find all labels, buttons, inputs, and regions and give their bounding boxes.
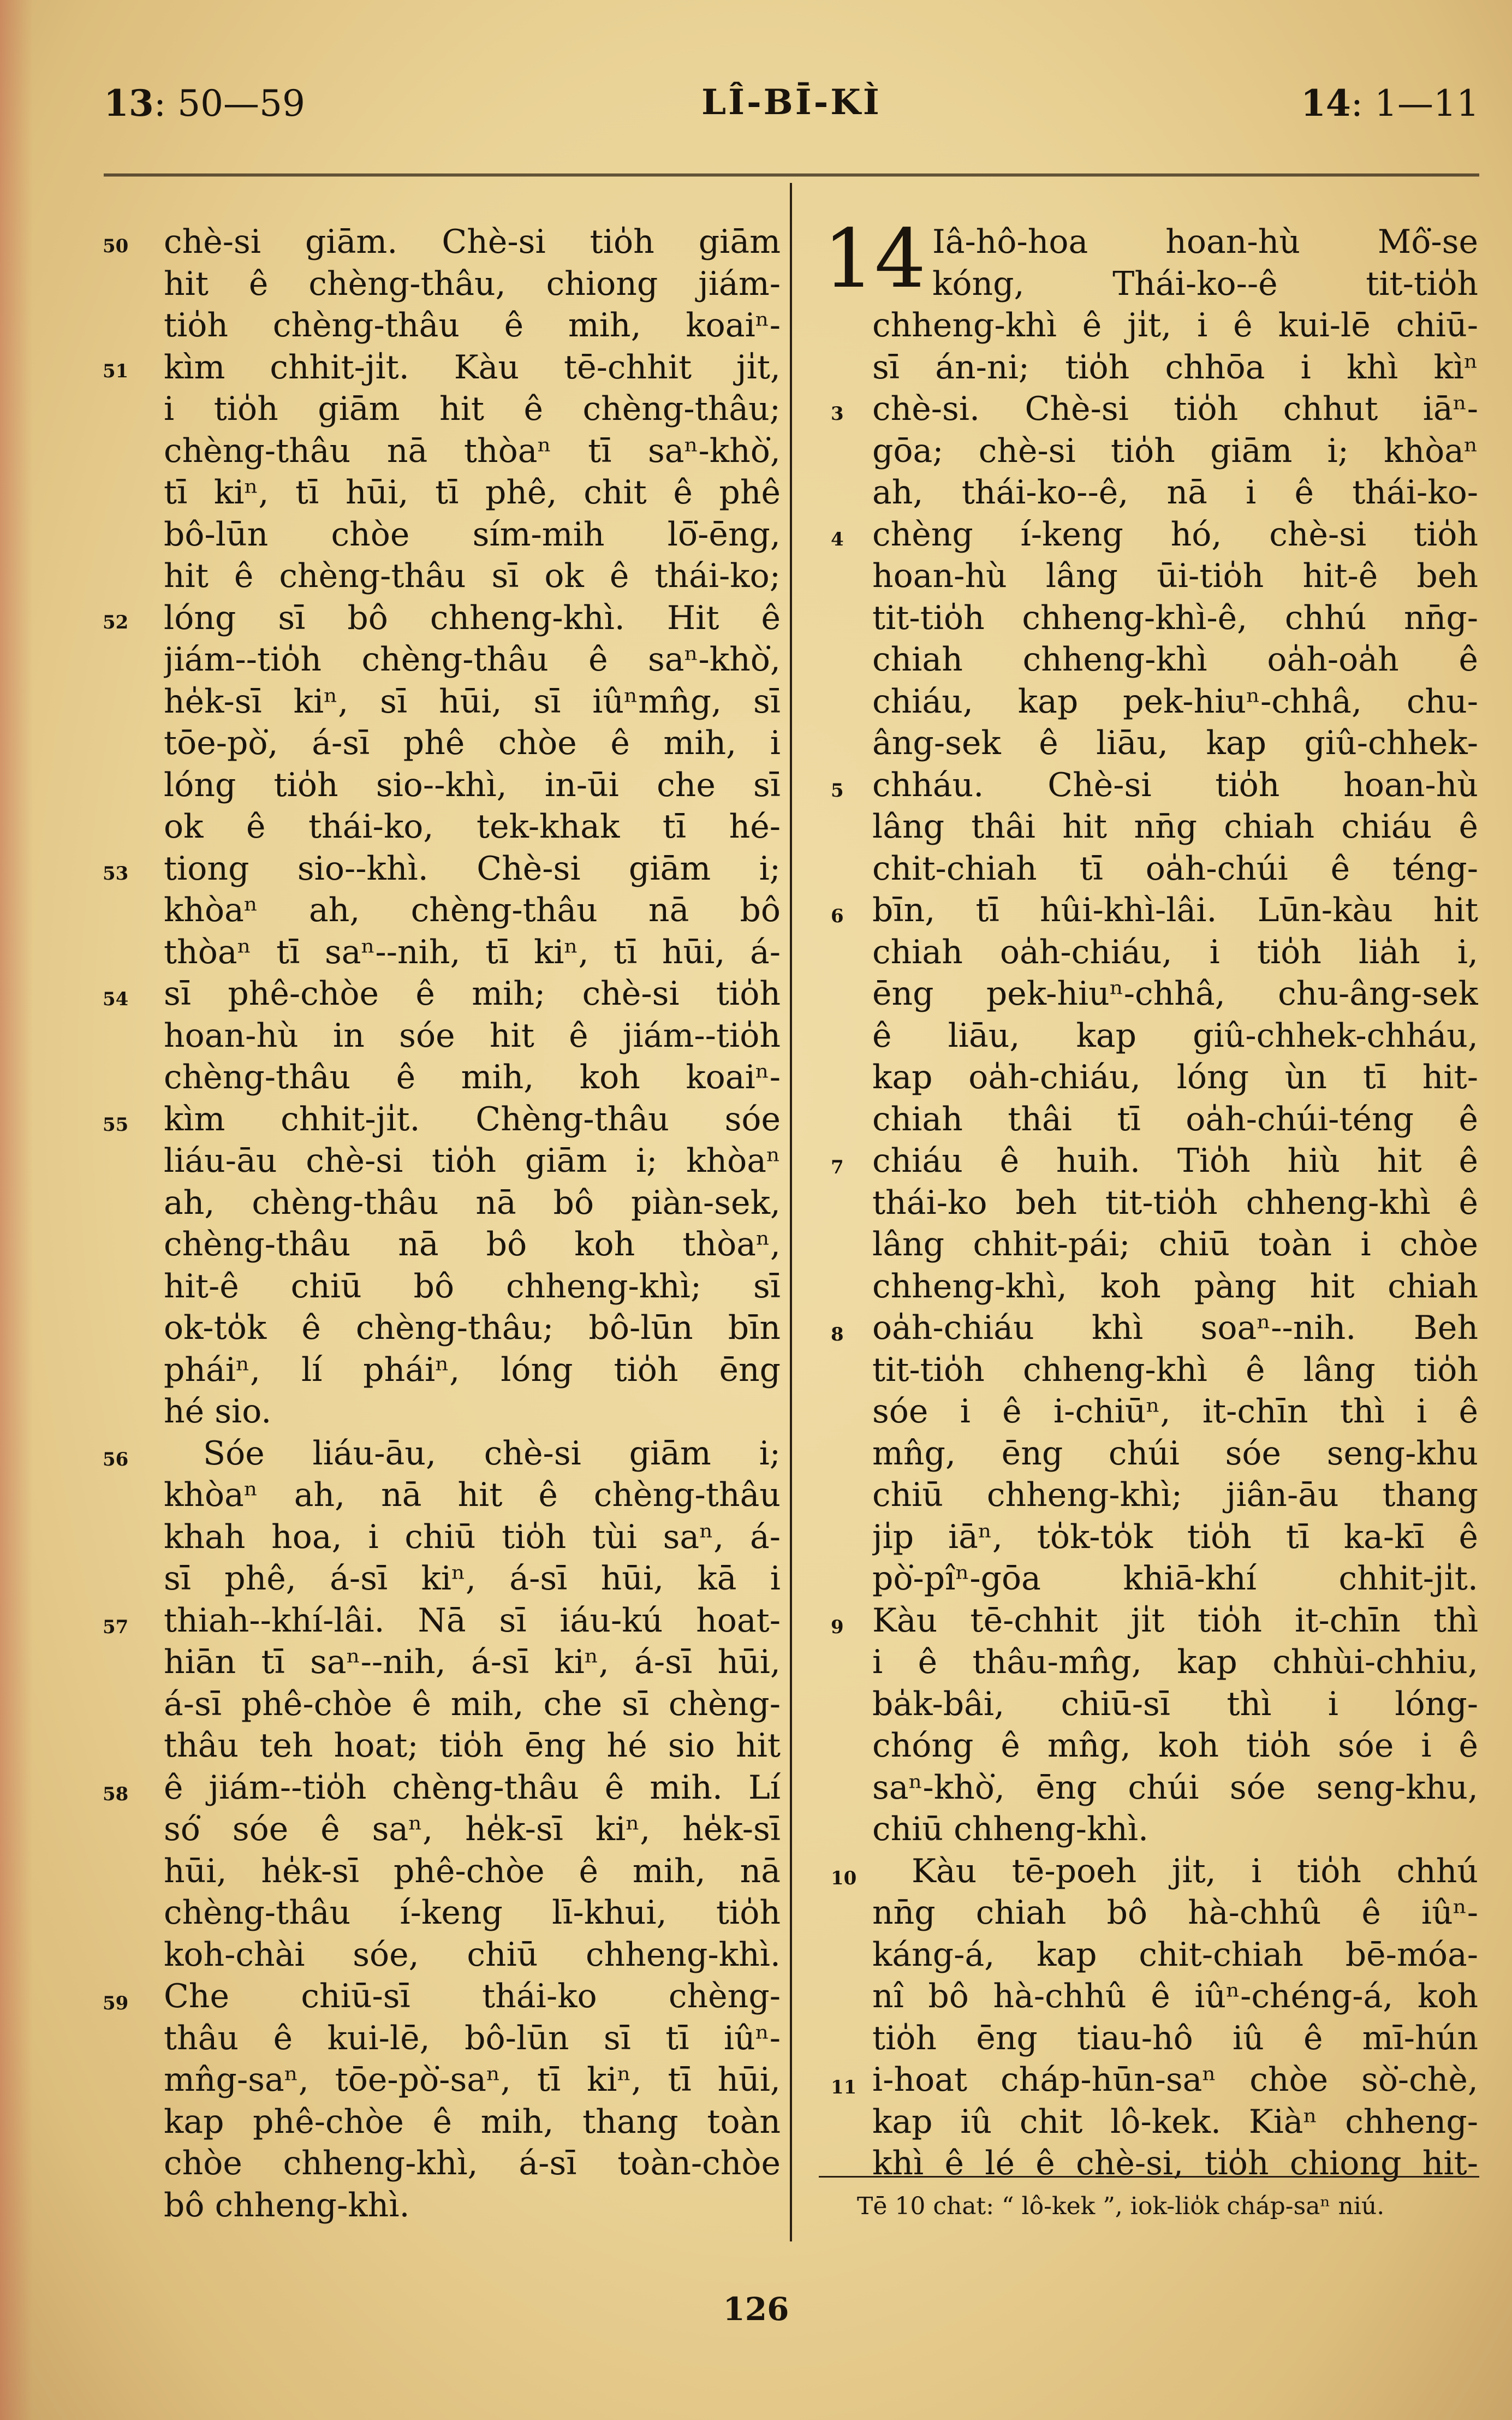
verse-number: 10 (831, 1867, 857, 1889)
text-line: hoan-hù in sóe hit ê jiám--tio̍h (164, 1016, 781, 1055)
text-line: kap phê-chòe ê mih, thang toàn (164, 2102, 781, 2141)
verse-number: 50 (103, 235, 129, 257)
text-line: chè-si. Chè-si tio̍h chhut iāⁿ- (872, 390, 1478, 428)
text-line: oa̍h-chiáu khì soaⁿ--nih. Beh (872, 1309, 1478, 1347)
text-line: bô-lūn chòe sím-mih lō͘-ēng, (164, 515, 781, 554)
column-divider (790, 183, 792, 2241)
text-line: hit-ê chiū bô chheng-khì; sī (164, 1267, 781, 1306)
header-left-chapter: 13 (104, 82, 154, 124)
text-line: thòaⁿ tī saⁿ--nih, tī kiⁿ, tī hūi, á- (164, 933, 781, 971)
text-line: tiong sio--khì. Chè-si giām i; (164, 849, 781, 888)
text-line: thiah--khí-lâi. Nā sī iáu-kú hoat- (164, 1601, 781, 1640)
text-line: ok ê thái-ko, tek-khak tī hé- (164, 808, 781, 846)
text-line: thái-ko beh tit-tio̍h chheng-khì ê (872, 1183, 1478, 1222)
header-rule (104, 174, 1479, 176)
verse-number: 59 (103, 1992, 129, 2014)
verse-number: 57 (103, 1616, 129, 1638)
verse-number: 5 (831, 780, 844, 802)
verse-number: 7 (831, 1156, 844, 1178)
text-line: tio̍h chèng-thâu ê mih, koaiⁿ- (164, 306, 781, 345)
text-line: kìm chhit-ji̍t. Chèng-thâu sóe (164, 1100, 781, 1138)
text-line: chiū chheng-khì. (872, 1810, 1149, 1848)
text-line: âng-sek ê liāu, kap giû-chhek- (872, 724, 1478, 762)
text-line: hit ê chèng-thâu sī ok ê thái-ko; (164, 557, 781, 595)
text-line: ji̍p iāⁿ, to̍k-to̍k tio̍h tī ka-kī ê (872, 1517, 1478, 1556)
text-line: chóng ê mn̂g, koh tio̍h sóe i ê (872, 1727, 1478, 1765)
text-line: thâu teh hoat; tio̍h ēng hé sio hit (164, 1727, 781, 1765)
verse-number: 53 (103, 863, 129, 885)
text-line: liáu-āu chè-si tio̍h giām i; khòaⁿ (164, 1142, 781, 1180)
text-line: hit ê chèng-thâu, chiong jiám- (164, 264, 781, 303)
text-line: koh-chài sóe, chiū chheng-khì. (164, 1935, 781, 1974)
text-line: sī phê, á-sī kiⁿ, á-sī hūi, kā i (164, 1559, 781, 1598)
text-line: tio̍h ēng tiau-hô iû ê mī-hún (872, 2019, 1478, 2057)
text-line: mn̂g-saⁿ, tōe-pò͘-saⁿ, tī kiⁿ, tī hūi, (164, 2061, 781, 2099)
page-number: 126 (723, 2291, 789, 2328)
text-line: ba̍k-bâi, chiū-sī thì i lóng- (872, 1684, 1478, 1723)
text-line: nn̄g chiah bô hà-chhû ê iûⁿ- (872, 1894, 1478, 1932)
text-line: khah hoa, i chiū tio̍h tùi saⁿ, á- (164, 1517, 781, 1556)
text-line: i ê thâu-mn̂g, kap chhùi-chhiu, (872, 1643, 1478, 1681)
text-line: khòaⁿ ah, chèng-thâu nā bô (164, 891, 781, 929)
text-line: káng-á, kap chit-chiah bē-móa- (872, 1935, 1478, 1974)
text-line: tit-tio̍h chheng-khì-ê, chhú nn̄g- (872, 598, 1478, 637)
text-line: kóng, Thái-ko--ê tit-tio̍h (932, 264, 1478, 303)
right-column (823, 212, 1478, 2185)
text-line: lâng thâi hit nn̄g chiah chiáu ê (872, 808, 1478, 846)
header-left-verses: : 50—59 (153, 82, 306, 124)
footnote: Tē 10 chat: “ lô-kek ”, iok-lio̍k cháp-saⁿ niú. (857, 2192, 1385, 2220)
text-line: chèng-thâu í-keng lī-khui, tio̍h (164, 1894, 781, 1932)
text-line: lóng sī bô chheng-khì. Hit ê (164, 598, 781, 637)
running-header (104, 82, 1479, 142)
text-line: só͘ sóe ê saⁿ, he̍k-sī kiⁿ, he̍k-sī (164, 1810, 781, 1848)
text-line: hiān tī saⁿ--nih, á-sī kiⁿ, á-sī hūi, (164, 1643, 781, 1681)
text-line: Che chiū-sī thái-ko chèng- (164, 1977, 781, 2015)
text-line: chèng-thâu nā thòaⁿ tī saⁿ-khò͘, (164, 431, 781, 470)
text-line: bô chheng-khì. (164, 2186, 410, 2225)
text-line: gōa; chè-si tio̍h giām i; khòaⁿ (872, 431, 1478, 470)
verse-number: 58 (103, 1783, 129, 1805)
text-line: thâu ê kui-lē, bô-lūn sī tī iûⁿ- (164, 2019, 781, 2057)
text-line: ah, thái-ko--ê, nā i ê thái-ko- (872, 473, 1478, 512)
text-line: chiáu, kap pek-hiuⁿ-chhâ, chu- (872, 682, 1478, 721)
verse-number: 3 (831, 403, 844, 425)
text-line: ê liāu, kap giû-chhek-chháu, (872, 1016, 1478, 1055)
footnote-rule (819, 2176, 1479, 2178)
verse-number: 52 (103, 612, 129, 633)
text-line: chheng-khì ê ji̍t, i ê kui-lē chiū- (872, 306, 1478, 345)
text-line: chè-si giām. Chè-si tio̍h giām (164, 223, 781, 261)
text-line: á-sī phê-chòe ê mih, che sī chèng- (164, 1684, 781, 1723)
text-line: chiah chheng-khì oa̍h-oa̍h ê (872, 640, 1478, 679)
text-line: chiáu ê huih. Tio̍h hiù hit ê (872, 1142, 1478, 1180)
header-right-verses: : 1—11 (1350, 82, 1479, 124)
text-line: saⁿ-khò͘, ēng chúi sóe seng-khu, (872, 1768, 1478, 1807)
text-line: tōe-pò͘, á-sī phê chòe ê mih, i (164, 724, 781, 762)
text-line: hūi, he̍k-sī phê-chòe ê mih, nā (164, 1852, 781, 1890)
text-line: khòaⁿ ah, nā hit ê chèng-thâu (164, 1476, 781, 1514)
verse-number: 6 (831, 905, 844, 927)
text-line: hé sio. (164, 1392, 272, 1431)
text-line: sī phê-chòe ê mih; chè-si tio̍h (164, 975, 781, 1013)
text-line: sī án-ni; tio̍h chhōa i khì kìⁿ (872, 348, 1478, 387)
text-line: chòe chheng-khì, á-sī toàn-chòe (164, 2144, 781, 2182)
text-line: lâng chhit-pái; chiū toàn i chòe (872, 1225, 1478, 1264)
text-line: ê jiám--tio̍h chèng-thâu ê mih. Lí (164, 1768, 781, 1807)
text-line: Iâ-hô-hoa hoan-hù Mô͘-se (932, 223, 1478, 261)
text-line: chèng-thâu ê mih, koh koaiⁿ- (164, 1058, 781, 1096)
text-line: jiám--tio̍h chèng-thâu ê saⁿ-khò͘, (164, 640, 781, 679)
page-edge-stain (0, 0, 33, 2420)
verse-number: 9 (831, 1616, 844, 1638)
verse-number: 55 (103, 1114, 129, 1136)
left-column (103, 221, 781, 2226)
text-line: chháu. Chè-si tio̍h hoan-hù (872, 766, 1478, 804)
verse-number: 4 (831, 529, 844, 550)
text-line: i tio̍h giām hit ê chèng-thâu; (164, 390, 781, 428)
verse-number: 51 (103, 360, 129, 382)
text-line: Kàu tē-poeh ji̍t, i tio̍h chhú (912, 1852, 1478, 1890)
text-line: chèng í-keng hó, chè-si tio̍h (872, 515, 1478, 554)
text-line: i-hoat cháp-hūn-saⁿ chòe sò͘-chè, (872, 2061, 1478, 2099)
text-line: tī kiⁿ, tī hūi, tī phê, chit ê phê (164, 473, 781, 512)
text-line: chit-chiah tī oa̍h-chúi ê téng- (872, 849, 1478, 888)
text-line: he̍k-sī kiⁿ, sī hūi, sī iûⁿmn̂g, sī (164, 682, 781, 721)
text-line: sóe i ê i-chiūⁿ, it-chīn thì i ê (872, 1392, 1478, 1431)
text-line: pháiⁿ, lí pháiⁿ, lóng tio̍h ēng (164, 1350, 781, 1389)
text-line: Kàu tē-chhit ji̍t tio̍h it-chīn thì (872, 1601, 1478, 1640)
text-line: mn̂g, ēng chúi sóe seng-khu (872, 1434, 1478, 1473)
text-line: lóng tio̍h sio--khì, in-ūi che sī (164, 766, 781, 804)
text-line: tit-tio̍h chheng-khì ê lâng tio̍h (872, 1350, 1478, 1389)
text-line: nî bô hà-chhû ê iûⁿ-chéng-á, koh (872, 1977, 1478, 2015)
chapter-number: 14 (823, 212, 926, 306)
text-line: kap oa̍h-chiáu, lóng ùn tī hit- (872, 1058, 1478, 1096)
text-line: kap iû chit lô-kek. Kiàⁿ chheng- (872, 2102, 1478, 2141)
text-line: hoan-hù lâng ūi-tio̍h hit-ê beh (872, 557, 1478, 595)
text-line: chiū chheng-khì; jiân-āu thang (872, 1476, 1478, 1514)
text-line: ok-to̍k ê chèng-thâu; bô-lūn bīn (164, 1309, 781, 1347)
verse-number: 11 (831, 2077, 857, 2098)
text-line: khì ê lé ê chè-si, tio̍h chiong hit- (872, 2144, 1478, 2182)
book-title: LÎ-BĪ-KÌ (701, 82, 882, 123)
text-line: chiah thâi tī oa̍h-chúi-téng ê (872, 1100, 1478, 1138)
text-line: ah, chèng-thâu nā bô piàn-sek, (164, 1183, 781, 1222)
header-right-reference (1301, 82, 1479, 124)
text-line: chheng-khì, koh pàng hit chiah (872, 1267, 1478, 1306)
text-line: bīn, tī hûi-khì-lâi. Lūn-kàu hit (872, 891, 1478, 929)
text-line: chèng-thâu nā bô koh thòaⁿ, (164, 1225, 781, 1264)
text-line: kìm chhit-ji̍t. Kàu tē-chhit ji̍t, (164, 348, 781, 387)
verse-number: 8 (831, 1324, 844, 1345)
header-right-chapter: 14 (1300, 82, 1351, 124)
verse-number: 56 (103, 1449, 129, 1470)
verse-number: 54 (103, 988, 129, 1010)
text-line: Sóe liáu-āu, chè-si giām i; (203, 1434, 781, 1473)
text-line: ēng pek-hiuⁿ-chhâ, chu-âng-sek (872, 975, 1478, 1013)
text-line: chiah oa̍h-chiáu, i tio̍h lia̍h i, (872, 933, 1478, 971)
text-line: pò͘-pîⁿ-gōa khiā-khí chhit-ji̍t. (872, 1559, 1478, 1598)
